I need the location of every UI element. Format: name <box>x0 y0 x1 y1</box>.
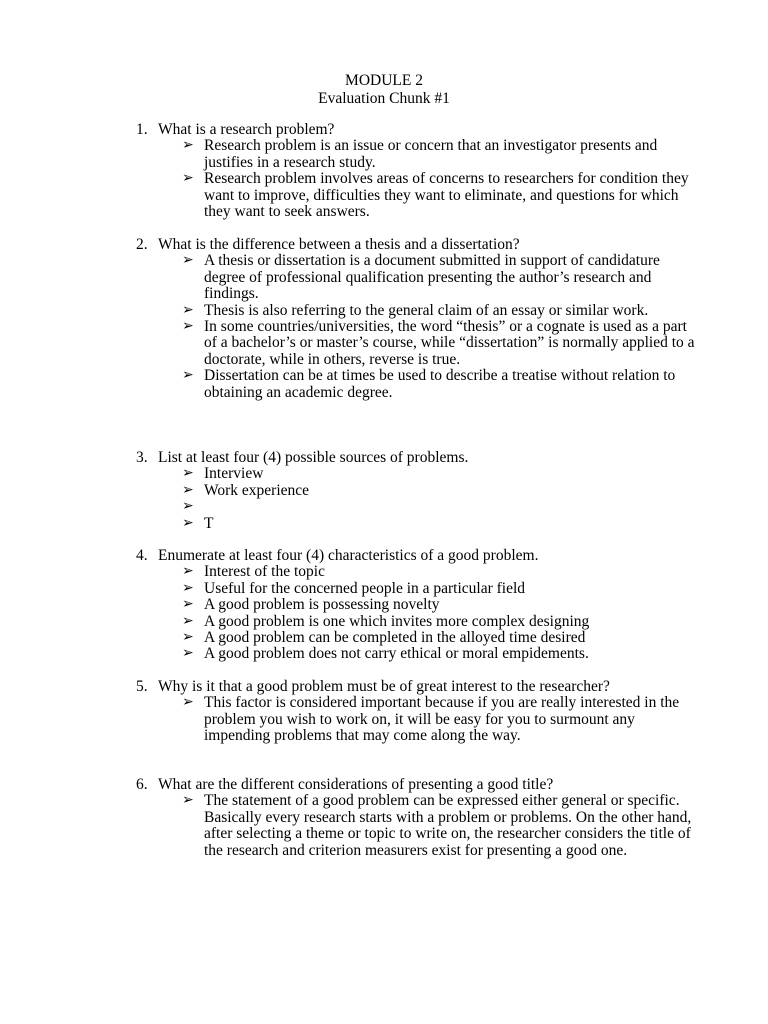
question-block-5 <box>136 679 696 745</box>
question-number: 5. <box>136 678 148 695</box>
arrow-bullet-icon: ➢ <box>182 302 194 318</box>
arrow-bullet-icon: ➢ <box>182 171 194 187</box>
answer-item <box>182 466 696 482</box>
answer-text: Interest of the topic <box>204 563 325 581</box>
arrow-bullet-icon: ➢ <box>182 515 194 531</box>
arrow-bullet-icon: ➢ <box>182 368 194 384</box>
arrow-bullet-icon: ➢ <box>182 613 194 629</box>
question-number: 3. <box>136 449 148 466</box>
arrow-bullet-icon: ➢ <box>182 564 194 580</box>
answer-text: In some countries/universities, the word “thesis” or a cognate is used as a part of a bachelor’s or master’s course, while “dissertation” is normally applied to a doctorate, while in others, reverse is true. <box>204 318 695 368</box>
answer-item <box>182 564 696 580</box>
answer-text: A good problem is possessing novelty <box>204 596 440 614</box>
answer-text: The statement of a good problem can be expressed either general or specific. Basically every research starts with a problem or problems. On the other hand, after selecting a theme or topic to write on, the researcher considers the title of the research and criterion measurers exist for presenting a good one. <box>204 792 692 859</box>
question-text: What is a research problem? <box>158 121 335 138</box>
question-block-2 <box>136 237 696 401</box>
arrow-bullet-icon: ➢ <box>182 793 194 809</box>
arrow-bullet-icon: ➢ <box>182 482 194 498</box>
answer-text <box>204 499 696 515</box>
question-block-4 <box>136 548 696 663</box>
answer-item <box>182 253 696 302</box>
question-number: 4. <box>136 547 148 564</box>
answer-item <box>182 319 696 368</box>
answer-item <box>182 368 696 401</box>
arrow-bullet-icon: ➢ <box>182 597 194 613</box>
document-header <box>0 72 768 108</box>
answer-item <box>182 630 696 646</box>
question-text: What is the difference between a thesis and a dissertation? <box>158 236 520 253</box>
module-title: MODULE 2 <box>345 72 423 89</box>
answer-item <box>182 695 696 744</box>
arrow-bullet-icon: ➢ <box>182 695 194 711</box>
answer-item <box>182 138 696 171</box>
answer-text: Dissertation can be at times be used to describe a treatise without relation to obtaining an academic degree. <box>204 367 676 401</box>
question-block-3 <box>136 450 696 532</box>
answer-item <box>182 516 696 532</box>
answer-text: Useful for the concerned people in a particular field <box>204 579 526 597</box>
arrow-bullet-icon: ➢ <box>182 138 194 154</box>
question-text: List at least four (4) possible sources of problems. <box>158 449 469 466</box>
answer-item <box>182 171 696 220</box>
question-text: Why is it that a good problem must be of great interest to the researcher? <box>158 678 610 695</box>
answer-text: A good problem does not carry ethical or moral empidements. <box>204 645 589 663</box>
arrow-bullet-icon: ➢ <box>182 253 194 269</box>
question-number: 2. <box>136 236 148 253</box>
answer-item <box>182 614 696 630</box>
arrow-bullet-icon: ➢ <box>182 319 194 335</box>
question-number: 1. <box>136 121 148 138</box>
arrow-bullet-icon: ➢ <box>182 499 194 515</box>
answer-item <box>182 646 696 662</box>
question-block-6 <box>136 777 696 859</box>
answer-text: T <box>204 514 214 532</box>
answer-text: Research problem involves areas of concerns to researchers for condition they want to improve, difficulties they want to eliminate, and questions for which they want to seek answers. <box>204 170 689 221</box>
answer-text: A thesis or dissertation is a document submitted in support of candidature degree of professional qualification presenting the author’s research and findings. <box>204 252 660 303</box>
arrow-bullet-icon: ➢ <box>182 630 194 646</box>
answer-item <box>182 581 696 597</box>
question-text: Enumerate at least four (4) characteristics of a good problem. <box>158 547 539 564</box>
answer-text: This factor is considered important because if you are really interested in the problem you wish to work on, it will be easy for you to surmount any impending problems that may come along the way. <box>204 694 680 745</box>
answer-text: Research problem is an issue or concern that an investigator presents and justifies in a research study. <box>204 137 658 171</box>
answer-text: Work experience <box>204 481 310 499</box>
answer-item <box>182 597 696 613</box>
answer-item <box>182 483 696 499</box>
answer-text: Thesis is also referring to the general claim of an essay or similar work. <box>204 301 649 319</box>
arrow-bullet-icon: ➢ <box>182 466 194 482</box>
answer-text: Interview <box>204 465 264 483</box>
arrow-bullet-icon: ➢ <box>182 646 194 662</box>
question-number: 6. <box>136 776 148 793</box>
answer-item <box>182 793 696 859</box>
question-block-1 <box>136 122 696 220</box>
evaluation-subtitle: Evaluation Chunk #1 <box>318 90 450 107</box>
question-text: What are the different considerations of presenting a good title? <box>158 776 554 793</box>
answer-item-empty <box>182 499 696 515</box>
answer-text: A good problem is one which invites more complex designing <box>204 612 590 630</box>
answer-text: A good problem can be completed in the alloyed time desired <box>204 629 586 647</box>
arrow-bullet-icon: ➢ <box>182 580 194 596</box>
answer-item <box>182 303 696 319</box>
